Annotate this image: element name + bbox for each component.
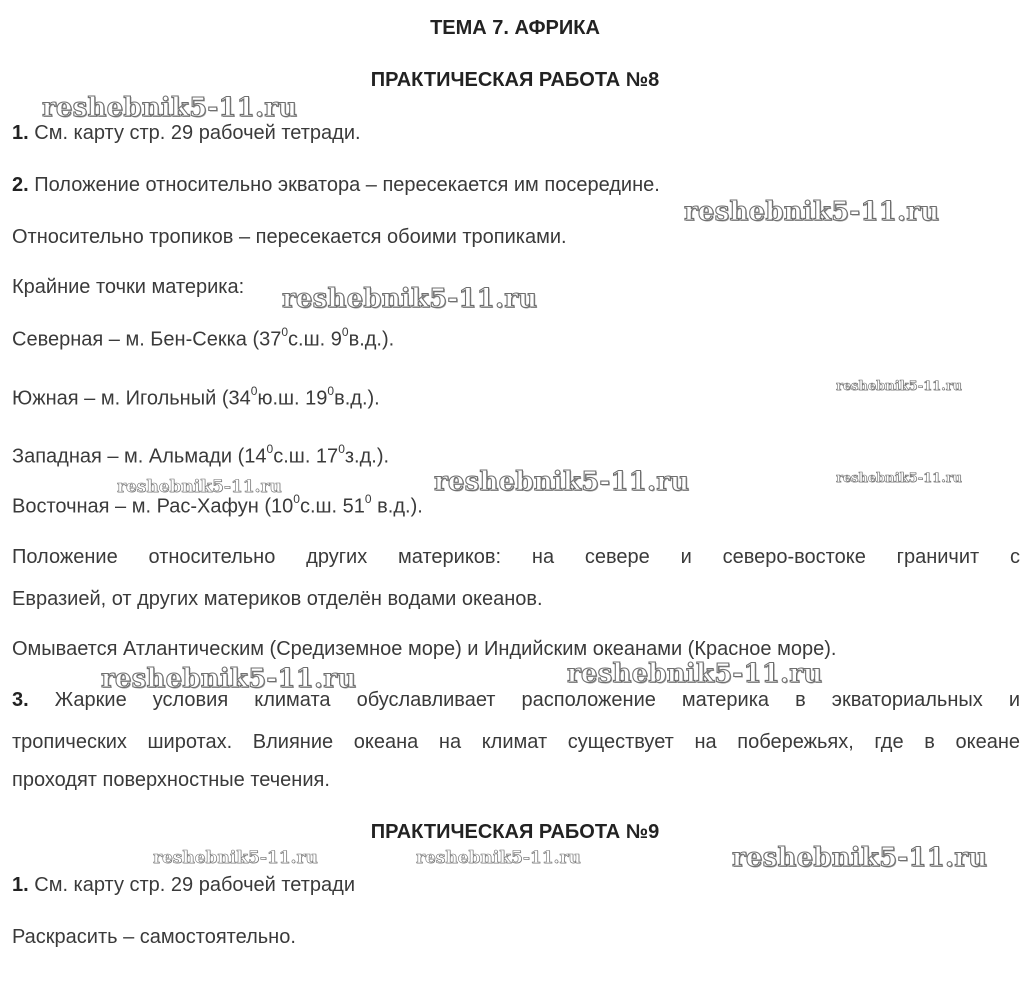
item-number: 1. xyxy=(12,122,29,144)
watermark: reshebnik5-11.ru xyxy=(836,379,963,394)
work9-item1 xyxy=(12,874,355,897)
item-text: См. карту стр. 29 рабочей тетради. xyxy=(34,122,361,144)
coloring-line: Раскрасить – самостоятельно. xyxy=(12,926,296,948)
watermark: reshebnik5-11.ru xyxy=(282,284,538,314)
watermark: reshebnik5-11.ru xyxy=(42,93,298,123)
extreme-point-north: Северная – м. Бен-Секка ($37^0с.ш$. $9^0в.д$.). xyxy=(12,325,395,351)
work8-item1 xyxy=(12,122,361,145)
watermark: reshebnik5-11.ru xyxy=(567,659,823,689)
work8-item2 xyxy=(12,174,660,197)
work8-item3-line-1: 3. Жаркие условия климата обуславливает расположение материка в экваториальных и xyxy=(12,689,1020,711)
tropics-line: Относительно тропиков – пересекается обоими тропиками. xyxy=(12,226,567,248)
extreme-point-west: Западная – м. Альмади ($14^0с.ш$. $17^0з.д$.). xyxy=(12,442,390,468)
item-number: 1. xyxy=(12,874,29,896)
watermark: reshebnik5-11.ru xyxy=(836,471,963,486)
work8-item3-line-2: тропических широтах. Влияние океана на климат существует на побережьях, где в океане xyxy=(12,731,1020,753)
continents-line-2: Евразией, от других материков отделён водами океанов. xyxy=(12,588,543,610)
work8-heading: ПРАКТИЧЕСКАЯ РАБОТА №8 xyxy=(370,69,660,91)
watermark: reshebnik5-11.ru xyxy=(101,664,357,694)
item-number: 2. xyxy=(12,174,29,196)
watermark: reshebnik5-11.ru xyxy=(684,197,940,227)
extreme-point-south: Южная – м. Игольный ($34^0ю.ш$. $19^0в.д$.). xyxy=(12,384,380,410)
watermark: reshebnik5-11.ru xyxy=(153,848,318,868)
continents-line-1: Положение относительно других материков: на севере и северо-востоке граничит с xyxy=(12,546,1020,568)
extreme-points-label: Крайние точки материка: xyxy=(12,276,245,298)
item-text: Положение относительно экватора – пересекается им посередине. xyxy=(34,174,660,196)
watermark: reshebnik5-11.ru xyxy=(732,843,988,873)
watermark: reshebnik5-11.ru xyxy=(416,848,581,868)
item-text: См. карту стр. 29 рабочей тетради xyxy=(34,874,355,896)
topic-title: ТЕМА 7. АФРИКА xyxy=(430,17,600,39)
work8-item3-line-3: проходят поверхностные течения. xyxy=(12,769,330,791)
extreme-point-east: Восточная – м. Рас-Хафун ($10^0с.ш$. $51^0$ в.д.). xyxy=(12,492,423,518)
watermark: reshebnik5-11.ru xyxy=(117,477,282,497)
oceans-line: Омывается Атлантическим (Средиземное море) и Индийским океанами (Красное море). xyxy=(12,638,837,660)
work9-heading: ПРАКТИЧЕСКАЯ РАБОТА №9 xyxy=(370,821,660,843)
watermark: reshebnik5-11.ru xyxy=(434,467,690,497)
